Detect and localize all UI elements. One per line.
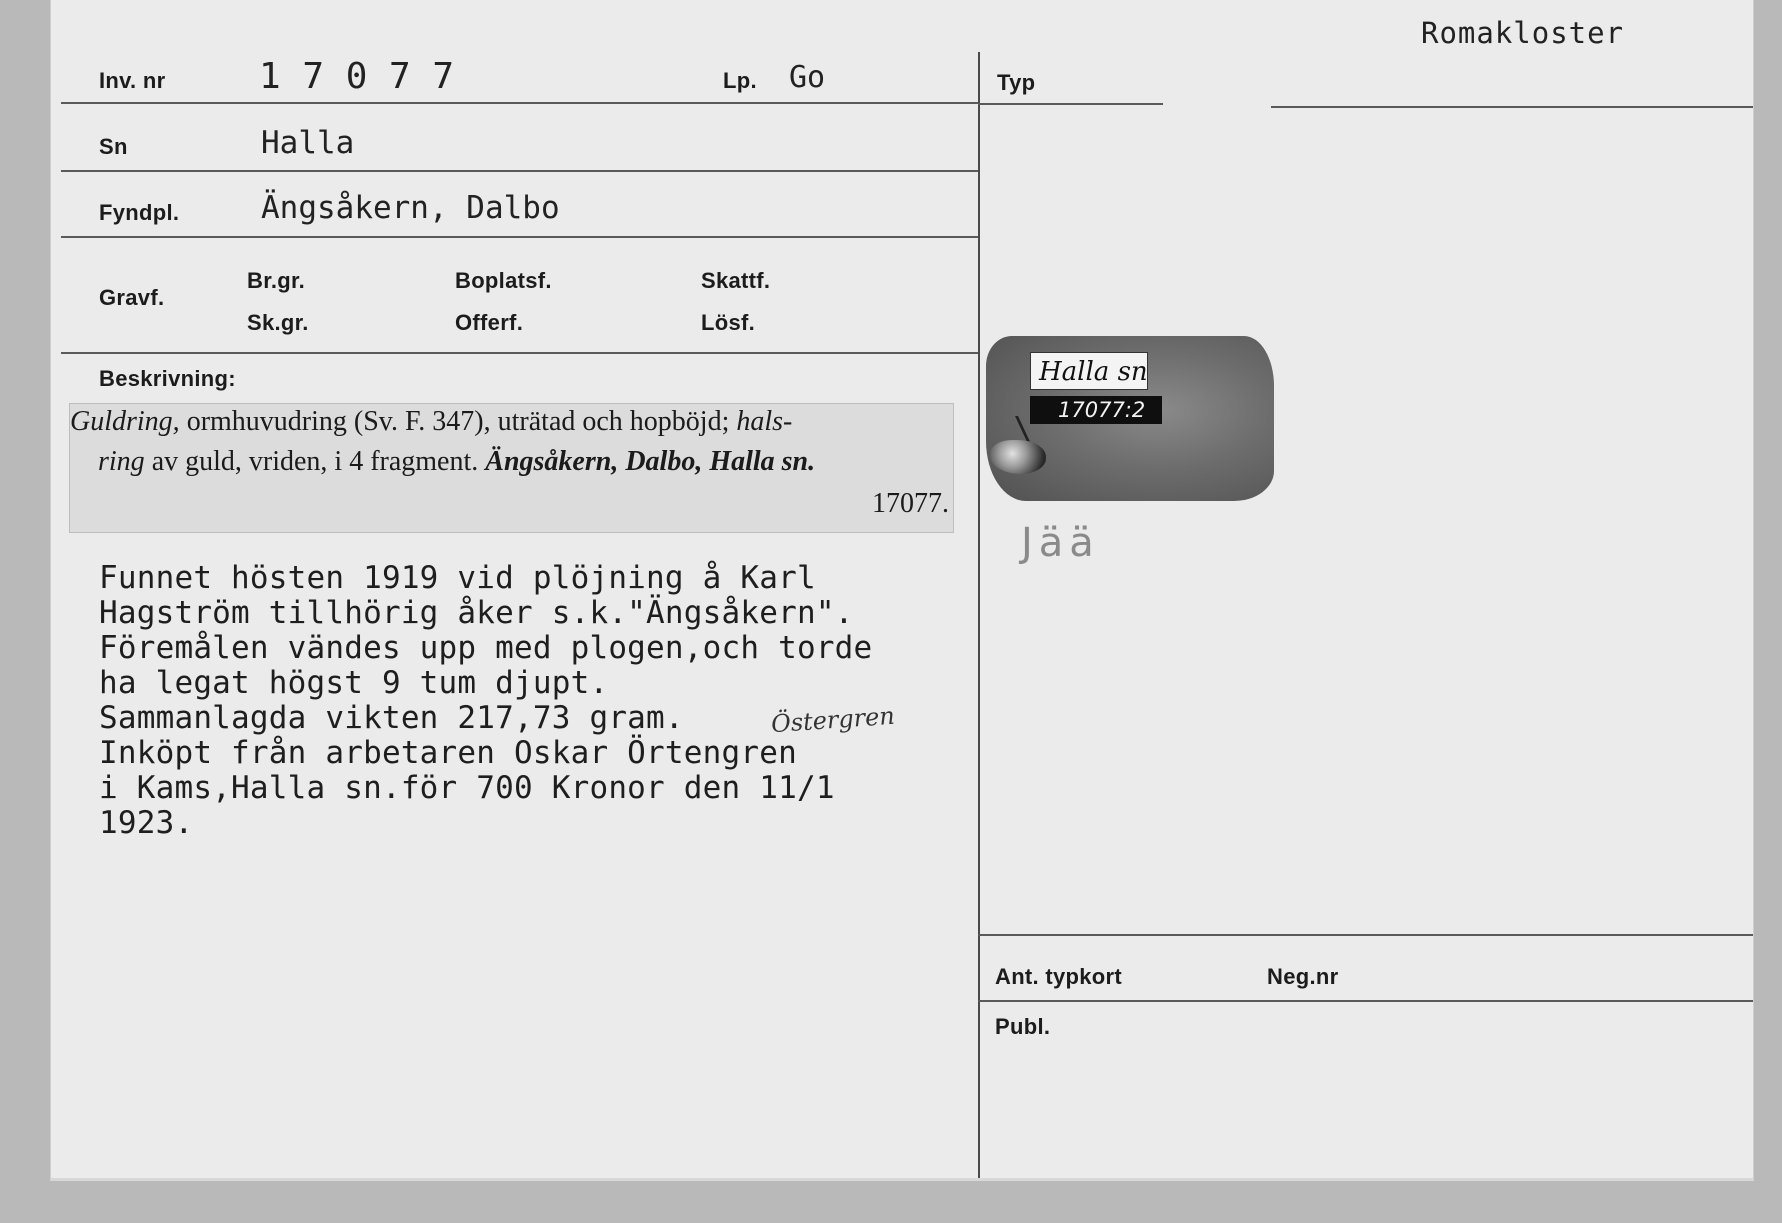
description-text-2: av guld, vriden, i 4 fragment.	[144, 446, 486, 477]
photo-tag-number: 17077:2	[1030, 396, 1162, 424]
gravf-label: Gravf.	[99, 285, 165, 310]
rule-typ-a	[978, 103, 1163, 105]
rule-inv	[61, 102, 978, 104]
note-line-2: Hagström tillhörig åker s.k."Ängsåkern".	[99, 595, 854, 631]
description-line-3	[872, 488, 949, 520]
handwritten-correction: Östergren	[770, 701, 896, 739]
rule-footer-top	[978, 934, 1753, 936]
object-photo	[986, 336, 1274, 501]
fyndpl-value: Ängsåkern, Dalbo	[261, 190, 560, 226]
rule-fyndpl	[61, 236, 978, 238]
description-italic-ring: ring	[98, 446, 145, 477]
note-line-7: i Kams,Halla sn.för 700 Kronor den 11/1	[99, 770, 835, 806]
skattf-label: Skattf.	[701, 268, 771, 293]
collection-name: Romakloster	[1421, 16, 1625, 50]
note-line-1: Funnet hösten 1919 vid plöjning å Karl	[99, 560, 816, 596]
sn-value: Halla	[261, 125, 355, 161]
offerf-label: Offerf.	[455, 310, 524, 335]
description-italic-end: hals-	[736, 406, 793, 437]
stamp-mark: Jää	[1021, 520, 1100, 566]
losf-label: Lösf.	[701, 310, 756, 335]
neg-nr-label: Neg.nr	[1267, 964, 1339, 989]
ant-typkort-label: Ant. typkort	[995, 964, 1123, 989]
rule-footer-mid	[978, 1000, 1753, 1002]
description-line-2	[98, 446, 815, 478]
rule-sn	[61, 170, 978, 172]
description-clipping	[69, 403, 954, 533]
note-line-5: Sammanlagda vikten 217,73 gram.	[99, 700, 684, 736]
note-line-8: 1923.	[99, 805, 194, 841]
publ-label: Publ.	[995, 1014, 1051, 1039]
column-divider	[978, 52, 980, 1178]
skgr-label: Sk.gr.	[247, 310, 309, 335]
fyndpl-label: Fyndpl.	[99, 200, 180, 225]
note-line-6: Inköpt från arbetaren Oskar Örtengren	[99, 735, 797, 771]
boplatsf-label: Boplatsf.	[455, 268, 552, 293]
rule-gravf	[61, 352, 978, 354]
brgr-label: Br.gr.	[247, 268, 306, 293]
description-findplace: Ängsåkern, Dalbo, Halla sn.	[485, 446, 816, 477]
description-number: 17077.	[872, 488, 949, 519]
description-italic-start: Guldring,	[70, 406, 180, 437]
catalog-card	[50, 0, 1754, 1181]
photo-tag-parish: Halla sn	[1030, 352, 1148, 390]
description-line-1	[70, 406, 792, 438]
lp-label: Lp.	[723, 68, 757, 93]
description-text-1: ormhuvudring (Sv. F. 347), uträtad och hopböjd;	[179, 406, 737, 437]
rule-typ-b	[1271, 106, 1753, 108]
lp-value: Go	[789, 60, 826, 95]
sn-label: Sn	[99, 134, 128, 159]
note-line-4: ha legat högst 9 tum djupt.	[99, 665, 609, 701]
inv-nr-label: Inv. nr	[99, 68, 166, 93]
gold-ring-fragment	[990, 440, 1046, 474]
note-line-3: Föremålen vändes upp med plogen,och torde	[99, 630, 873, 666]
typ-label: Typ	[997, 70, 1036, 95]
beskrivning-label: Beskrivning:	[99, 366, 236, 391]
inv-nr-value: 1 7 0 7 7	[259, 56, 455, 97]
